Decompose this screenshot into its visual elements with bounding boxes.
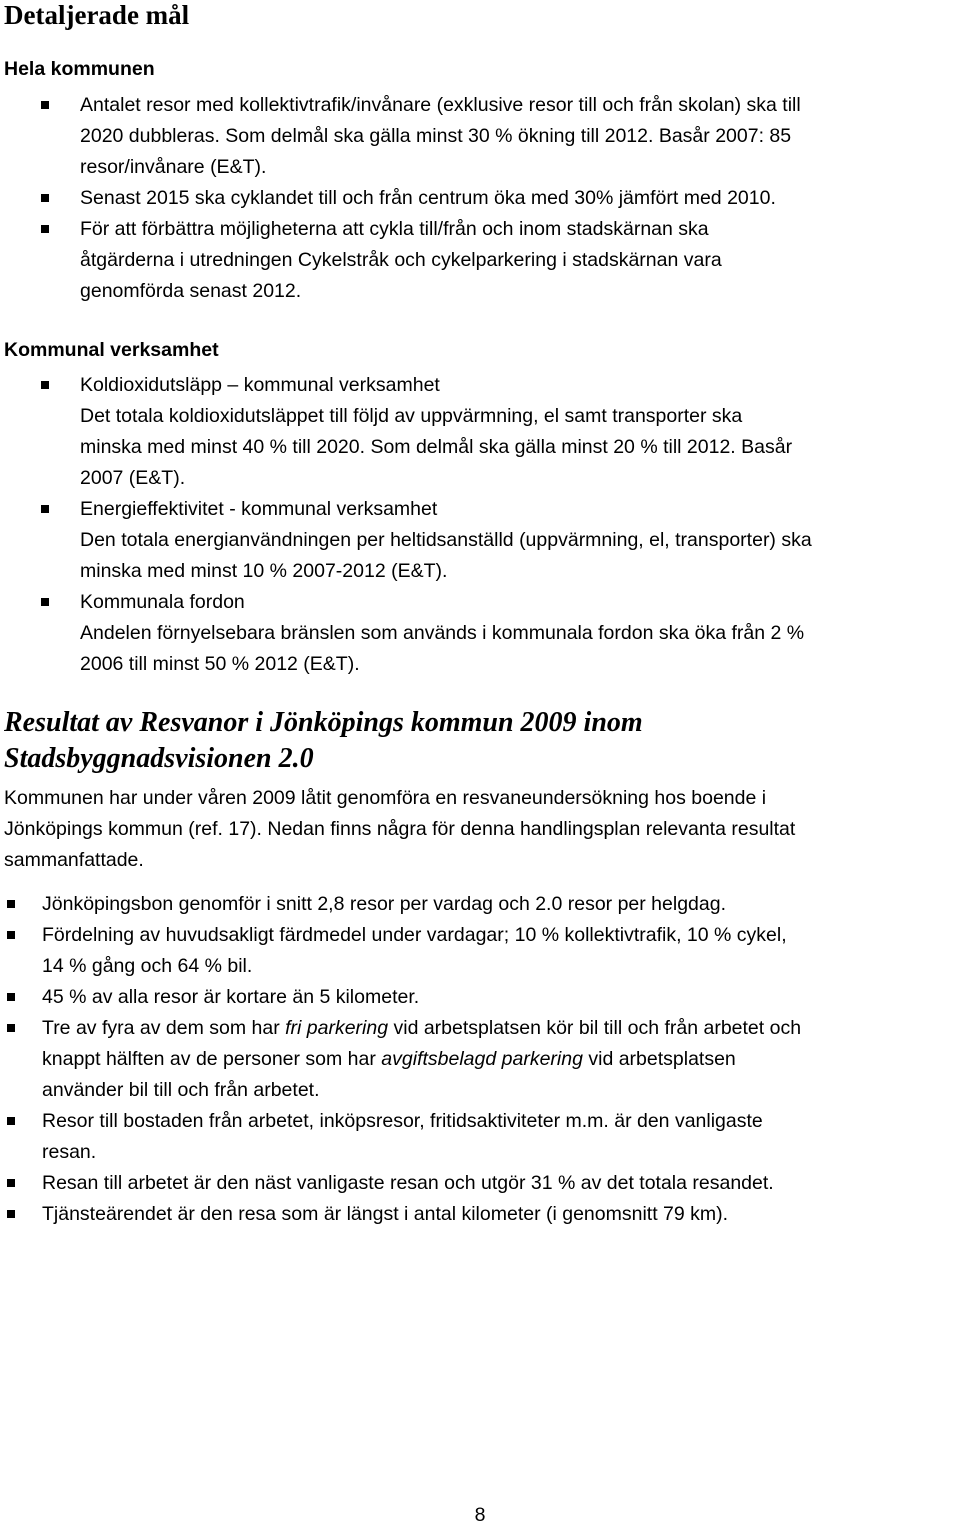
square-bullet-icon: [7, 1210, 15, 1218]
square-bullet-icon: [41, 505, 49, 513]
square-bullet-icon: [7, 1117, 15, 1125]
list-item: Energieffektivitet - kommunal verksamhet Den totala energianvändningen per heltidsanställd (uppvärmning, el, transporter) ska minska med minst 10 % 2007-2012 (E&T).: [80, 494, 960, 587]
square-bullet-icon: [41, 194, 49, 202]
square-bullet-icon: [41, 101, 49, 109]
list-item: Resor till bostaden från arbetet, inköpsresor, fritidsaktiviteter m.m. är den vanligaste resan.: [42, 1106, 958, 1168]
page-number: 8: [474, 1504, 486, 1526]
heading-resultat-resvanor: Resultat av Resvanor i Jönköpings kommun 2009 inom Stadsbyggnadsvisionen 2.0: [4, 707, 643, 774]
list-item: Tjänsteärendet är den resa som är längst i antal kilometer (i genomsnitt 79 km).: [42, 1199, 958, 1230]
square-bullet-icon: [7, 931, 15, 939]
square-bullet-icon: [7, 1024, 15, 1032]
square-bullet-icon: [41, 598, 49, 606]
list-item: Senast 2015 ska cyklandet till och från centrum öka med 30% jämfört med 2010.: [80, 183, 955, 214]
list-item: Fördelning av huvudsakligt färdmedel under vardagar; 10 % kollektivtrafik, 10 % cykel, 14 % gång och 64 % bil.: [42, 920, 958, 982]
list-item: Kommunala fordon Andelen förnyelsebara bränslen som används i kommunala fordon ska öka från 2 % 2006 till minst 50 % 2012 (E&T).: [80, 587, 960, 680]
heading-kommunal-verksamhet: Kommunal verksamhet: [4, 339, 219, 361]
square-bullet-icon: [41, 381, 49, 389]
square-bullet-icon: [7, 900, 15, 908]
list-kommunal-verksamhet: [80, 370, 960, 680]
heading-hela-kommunen: Hela kommunen: [4, 58, 155, 80]
list-hela-kommunen: [80, 90, 955, 307]
list-item: För att förbättra möjligheterna att cykla till/från och inom stadskärnan ska åtgärderna i utredningen Cykelstråk och cykelparkering i stadskärnan vara genomförda senast 2012.: [80, 214, 955, 307]
list-item: Antalet resor med kollektivtrafik/invånare (exklusive resor till och från skolan) ska till 2020 dubbleras. Som delmål ska gälla minst 30 % ökning till 2012. Basår 2007: 85 resor/invånare (E&T).: [80, 90, 955, 183]
list-item: Jönköpingsbon genomför i snitt 2,8 resor per vardag och 2.0 resor per helgdag.: [42, 889, 958, 920]
list-item: 45 % av alla resor är kortare än 5 kilometer.: [42, 982, 958, 1013]
list-item: Resan till arbetet är den näst vanligaste resan och utgör 31 % av det totala resandet.: [42, 1168, 958, 1199]
square-bullet-icon: [41, 225, 49, 233]
square-bullet-icon: [7, 1179, 15, 1187]
heading-detaljerade-mal: Detaljerade mål: [4, 0, 190, 30]
list-item: Koldioxidutsläpp – kommunal verksamhet Det totala koldioxidutsläppet till följd av uppvärmning, el samt transporter ska minska med minst 40 % till 2020. Som delmål ska gälla minst 20 % till 2012. Basår 2007 (E&T).: [80, 370, 960, 494]
intro-paragraph: Kommunen har under våren 2009 låtit genomföra en resvaneundersökning hos boende i Jönköpings kommun (ref. 17). Nedan finns några för denna handlingsplan relevanta resultat sammanfattade.: [4, 787, 796, 871]
square-bullet-icon: [7, 993, 15, 1001]
list-item: Tre av fyra av dem som har fri parkering vid arbetsplatsen kör bil till och från arbetet och knappt hälften av de personer som har avgiftsbelagd parkering vid arbetsplatsen använder bil till och från arbetet.: [42, 1013, 958, 1106]
list-resultat: [42, 889, 958, 1230]
